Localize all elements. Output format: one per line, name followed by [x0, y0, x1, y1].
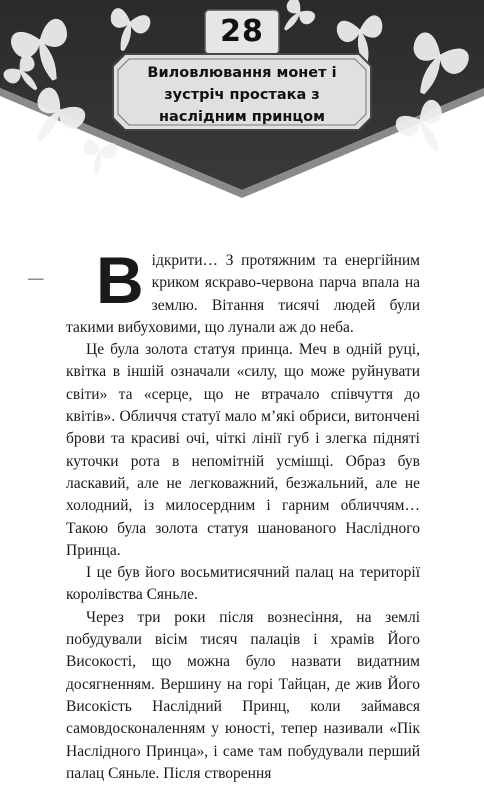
- butterfly-icon: [79, 138, 118, 177]
- chapter-body: [28, 243, 420, 785]
- first-paragraph: [28, 243, 420, 339]
- paragraph: Через три роки після вознесіння, на землі побудували вісім тисяч палаців і храмів Його Високості, що можна було назвати видатним досягненням. Вершину на горі Тайцан, де жив Його Високість Наслідний Принц, коли займався самовдосконаленням у юності, тепер називали «Пік Наслідного Принца», і саме там побудували перший палац Сяньле. Після створення: [66, 608, 420, 782]
- drop-cap: В: [96, 243, 144, 317]
- chapter-title: Виловлювання монет і зустріч простака з наслідним принцом: [147, 65, 337, 125]
- dialogue-dash: —: [28, 270, 44, 287]
- first-paragraph-text: ідкрити… З протяжним та енергійним криком яскраво-червона парча впала на землю. Вітання тисячі людей були такими вибуховими, що лунали аж до неба.: [66, 252, 420, 336]
- paragraph: І це був його восьмитисячний палац на території королівства Сяньле.: [66, 564, 420, 604]
- chapter-header: [0, 0, 484, 200]
- paragraph: Це була золота статуя принца. Меч в одній руці, квітка в іншій означали «силу, що може руйнувати світи» та «серце, що не втрачало співчуття до квітів». Обличчя статуї мало м’які обриси, витончені брови та красиві очі, чіткі лінії губ і злегка підняті куточки рота в непомітній усмішці. Образ був ласкавий, але не легковажний, безжальний, але не холодний, із милосердним і гарним обличчям… Такою була золота статуя шанованого Наслідного Принца.: [66, 341, 420, 559]
- chapter-number: 28: [220, 14, 264, 49]
